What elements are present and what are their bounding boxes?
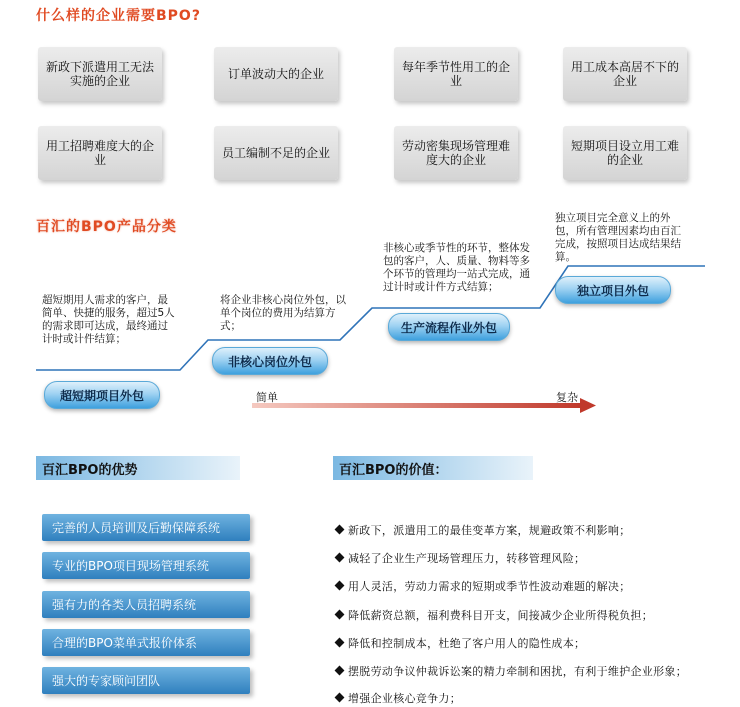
value-item-6: 摆脱劳动争议仲裁诉讼案的精力牵制和困扰，有利于维护企业形象； [336,663,687,679]
advantage-item-4: 合理的BPO菜单式报价体系 [42,629,250,656]
value-item-1: 新政下，派遣用工的最佳变革方案，规避政策不利影响； [336,522,631,538]
diamond-bullet-icon [335,553,345,563]
product-3-desc: 非核心或季节性的环节，整体发包的客户，人、质量、物料等多个环节的管理均一站式完成，通过计时或计件方式结算； [383,242,530,293]
advantages-title: 百汇BPO的优势 [36,456,240,480]
diamond-bullet-icon [335,525,345,535]
value-item-2: 减轻了企业生产现场管理压力，转移管理风险； [336,550,585,566]
advantage-item-2: 专业的BPO项目现场管理系统 [42,552,250,579]
diamond-bullet-icon [335,638,345,648]
value-item-3: 用人灵活，劳动力需求的短期或季节性波动难题的解决； [336,578,631,594]
product-1-desc: 超短期用人需求的客户，最简单、快捷的服务，超过5人的需求即可达成，最终通过计时或计件结算； [42,294,175,345]
advantage-item-1: 完善的人员培训及后勤保障系统 [42,514,250,541]
value-item-4: 降低薪资总额，福利费科目开支，间接减少企业所得税负担； [336,607,653,623]
card-1: 新政下派遣用工无法实施的企业 [38,47,162,101]
section2-title: 百汇的BPO产品分类 [36,219,177,235]
diamond-bullet-icon [335,610,345,620]
advantage-item-3: 强有力的各类人员招聘系统 [42,591,250,618]
arrow-end-label: 复杂 [556,391,578,404]
value-item-5: 降低和控制成本，杜绝了客户用人的隐性成本； [336,635,585,651]
value-item-7: 增强企业核心竞争力； [336,690,461,706]
card-7: 劳动密集现场管理难度大的企业 [394,126,518,180]
diamond-bullet-icon [335,693,345,703]
advantage-item-5: 强大的专家顾问团队 [42,667,250,694]
card-5: 用工招聘难度大的企业 [38,126,162,180]
diamond-bullet-icon [335,581,345,591]
card-4: 用工成本高居不下的企业 [563,47,687,101]
section1-title: 什么样的企业需要BPO? [36,8,201,24]
diamond-bullet-icon [335,666,345,676]
values-title: 百汇BPO的价值： [333,456,533,480]
product-3-pill: 生产流程作业外包 [388,313,510,341]
card-6: 员工编制不足的企业 [214,126,338,180]
product-2-pill: 非核心岗位外包 [212,347,328,375]
arrow-start-label: 简单 [256,391,278,404]
product-1-pill: 超短期项目外包 [44,381,160,409]
product-2-desc: 将企业非核心岗位外包，以单个岗位的费用为结算方式； [220,294,346,332]
card-3: 每年季节性用工的企业 [394,47,518,101]
card-2: 订单波动大的企业 [214,47,338,101]
product-4-desc: 独立项目完全意义上的外包，所有管理因素均由百汇完成，按照项目达成结果结算。 [555,212,681,263]
card-8: 短期项目设立用工难的企业 [563,126,687,180]
product-4-pill: 独立项目外包 [555,276,671,304]
